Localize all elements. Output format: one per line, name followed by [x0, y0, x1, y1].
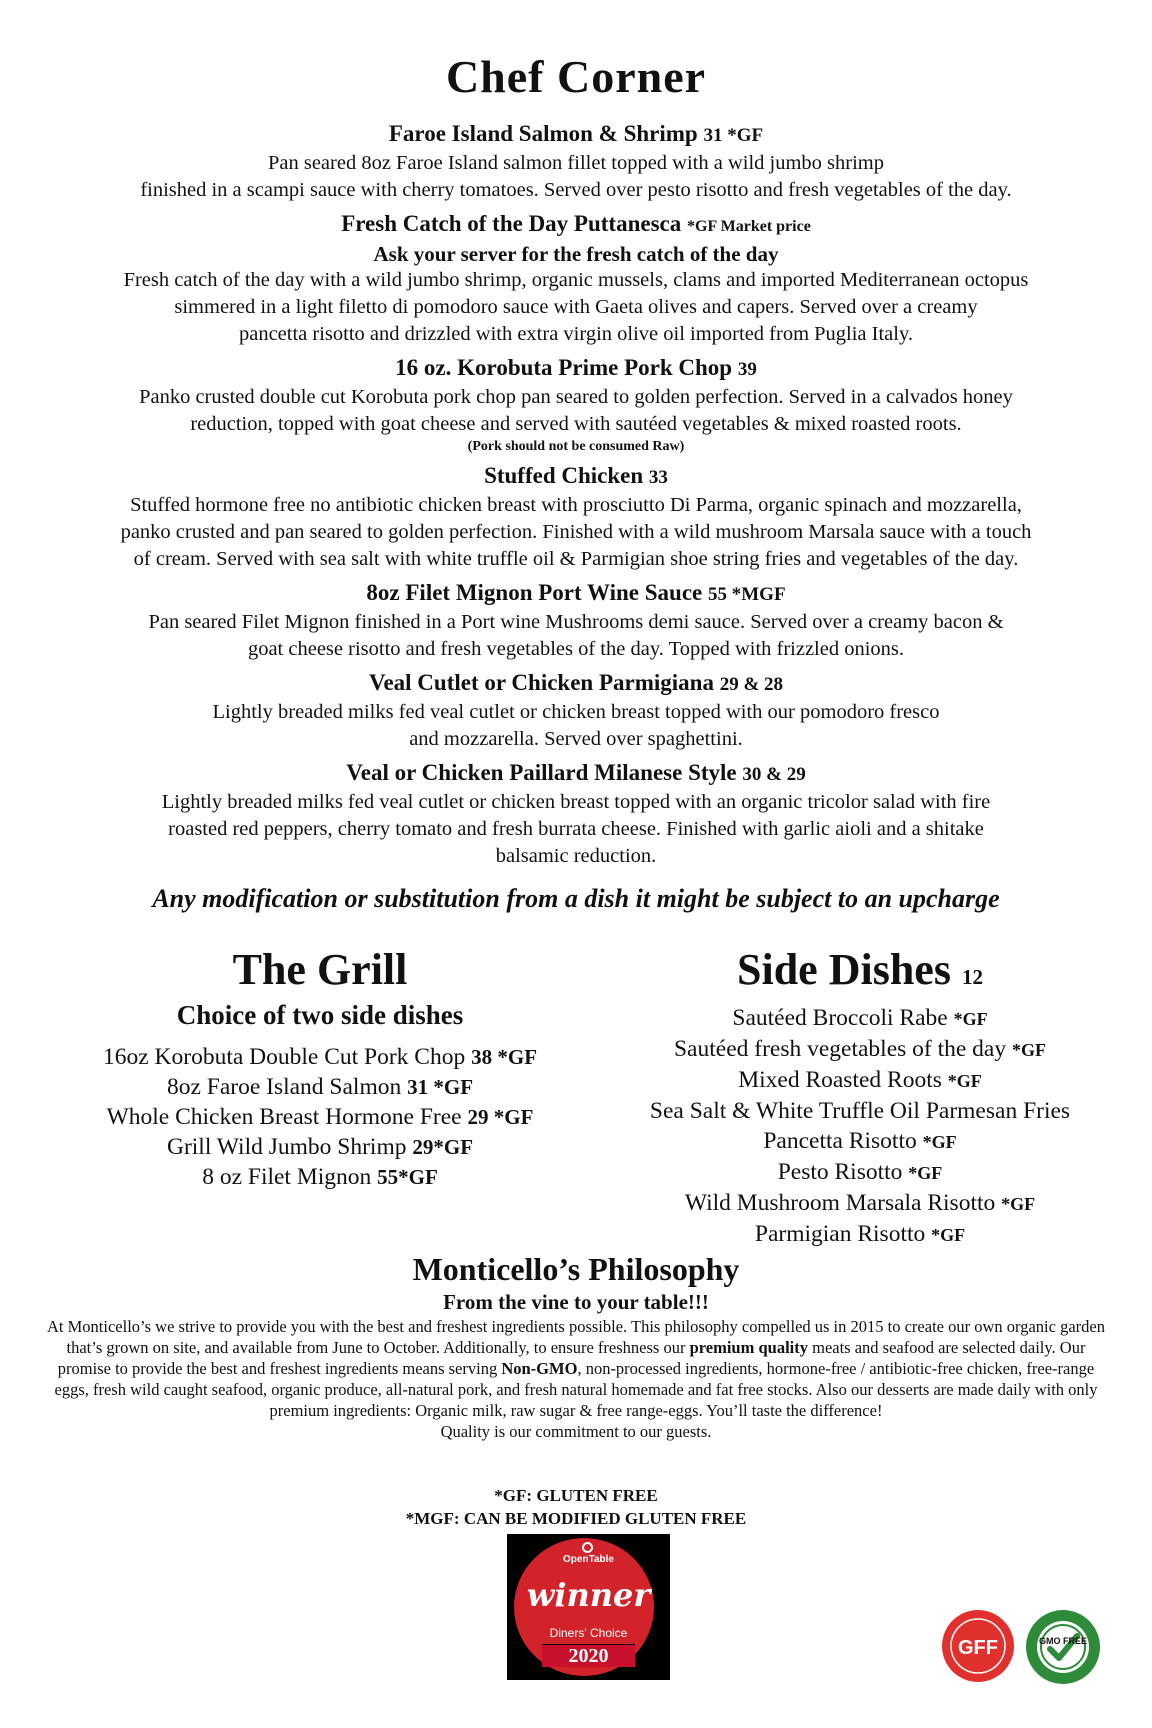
sides-title-text: Side Dishes [737, 945, 951, 994]
grill-item [40, 1102, 600, 1132]
dish-description: goat cheese risotto and fresh vegetables of the day. Topped with frizzled onions. [247, 638, 905, 660]
grill-item-price: 31 *GF [407, 1075, 474, 1099]
dish-name: Stuffed Chicken [484, 463, 644, 488]
legend-mgf: *MGF: CAN BE MODIFIED GLUTEN FREE [405, 1509, 747, 1528]
grill-item [40, 1042, 600, 1072]
side-item [600, 1126, 1120, 1157]
dish-description: finished in a scampi sauce with cherry tomatoes. Served over pesto risotto and fresh vegetables of the day. [140, 179, 1012, 201]
gff-text: GFF [958, 1637, 998, 1659]
dish-name: Fresh Catch of the Day Puttanesca [341, 211, 682, 236]
side-item-name: Mixed Roasted Roots [738, 1067, 942, 1093]
grill-item-name: 8oz Faroe Island Salmon [166, 1074, 402, 1100]
dish-name: 8oz Filet Mignon Port Wine Sauce [366, 580, 703, 605]
legend-gf: *GF: GLUTEN FREE [494, 1486, 658, 1505]
side-item-name: Sea Salt & White Truffle Oil Parmesan Fries [649, 1098, 1071, 1124]
grill-title: The Grill [232, 945, 408, 994]
dish-subtitle: Ask your server for the fresh catch of the day [373, 242, 779, 266]
dish-description: Lightly breaded milks fed veal cutlet or chicken breast topped with an organic tricolor salad with fire [161, 791, 991, 813]
dish-item [40, 210, 1112, 348]
badge-year: 2020 [542, 1644, 635, 1667]
grill-subtitle: Choice of two side dishes [176, 1000, 464, 1030]
dish-price: 29 & 28 [719, 674, 784, 695]
side-item-name: Sautéed Broccoli Rabe [732, 1005, 948, 1031]
side-item [600, 1034, 1120, 1065]
dish-description: reduction, topped with goat cheese and served with sautéed vegetables & mixed roasted roots. [190, 413, 962, 435]
philosophy-text: At Monticello’s we strive to provide you with the best and freshest ingredients possible. This philosophy compelled us in 2015 to create our own organic garden that’s grown on site, and available from June to October. Additionally, to ensure freshness our premium quality meats and seafood are selected daily. Our promise to provide the best and freshest ingredients means serving Non-GMO, non-processed ingredients, hormone-free / antibiotic-free chicken, free-range eggs, fresh wild caught seafood, organic produce, all-natural pork, and fresh natural homemade and fat free stocks. Also our desserts are made daily with only premium ingredients: Organic milk, raw sugar & free range-eggs. You’ll taste the difference! [47, 1317, 1105, 1420]
grill-item-name: 8 oz Filet Mignon [202, 1164, 372, 1190]
side-item-tag: *GF [953, 1009, 988, 1029]
side-dishes-section [600, 944, 1120, 1250]
dish-description: balsamic reduction. [495, 845, 657, 867]
dish-item [40, 354, 1112, 456]
dish-price: 30 & 29 [742, 764, 806, 785]
grill-item-name: Grill Wild Jumbo Shrimp [166, 1134, 407, 1160]
dish-price: *GF Market price [687, 218, 811, 235]
grill-item-price: 55*GF [377, 1165, 438, 1189]
dish-description: simmered in a light filetto di pomodoro sauce with Gaeta olives and capers. Served over a creamy [174, 296, 978, 318]
philosophy-subtitle: From the vine to your table!!! [443, 1290, 709, 1314]
dish-note: (Pork should not be consumed Raw) [467, 439, 685, 454]
grill-section [40, 944, 600, 1192]
opentable-winner-badge [507, 1534, 670, 1680]
sides-title [600, 944, 1120, 1003]
dish-price: 39 [737, 359, 757, 380]
grill-item-price: 29 *GF [467, 1105, 534, 1129]
side-item [600, 1219, 1120, 1250]
side-item-name: Sautéed fresh vegetables of the day [673, 1036, 1007, 1062]
gmo-free-icon [1024, 1608, 1102, 1686]
dish-description: Pan seared Filet Mignon finished in a Port wine Mushrooms demi sauce. Served over a creamy bacon & [148, 611, 1004, 633]
grill-item-name: Whole Chicken Breast Hormone Free [106, 1104, 462, 1130]
dish-description: Lightly breaded milks fed veal cutlet or chicken breast topped with our pomodoro fresco [212, 701, 940, 723]
badge-winner-word: winner [526, 1576, 651, 1614]
side-item-name: Pesto Risotto [777, 1159, 903, 1185]
side-item-name: Pancetta Risotto [763, 1128, 917, 1154]
dish-name: Veal Cutlet or Chicken Parmigiana [368, 670, 714, 695]
dish-item [40, 579, 1112, 663]
dish-name: Veal or Chicken Paillard Milanese Style [346, 760, 737, 785]
page-title: Chef Corner [445, 51, 707, 102]
grill-item-price: 29*GF [412, 1135, 474, 1159]
side-item [600, 1157, 1120, 1188]
dish-description: Fresh catch of the day with a wild jumbo shrimp, organic mussels, clams and imported Mediterranean octopus [123, 269, 1029, 291]
dish-description: and mozzarella. Served over spaghettini. [409, 728, 743, 750]
dish-description: roasted red peppers, cherry tomato and fresh burrata cheese. Finished with garlic aioli and a shitake [168, 818, 984, 840]
opentable-logo-icon [582, 1542, 593, 1553]
dish-price: 55 *MGF [708, 584, 786, 605]
side-item-name: Parmigian Risotto [754, 1221, 926, 1247]
dish-name: 16 oz. Korobuta Prime Pork Chop [395, 355, 733, 380]
dish-description: pancetta risotto and drizzled with extra virgin olive oil imported from Puglia Italy. [238, 323, 914, 345]
chef-corner-dishes [40, 120, 1112, 876]
dish-price: 31 *GF [703, 125, 764, 146]
side-item-tag: *GF [1012, 1040, 1046, 1060]
grill-item [40, 1132, 600, 1162]
grill-item [40, 1162, 600, 1192]
philosophy-section [40, 1250, 1112, 1442]
grill-item-price: 38 *GF [471, 1045, 538, 1069]
gluten-legend [0, 1484, 1152, 1530]
side-item [600, 1188, 1120, 1219]
upcharge-notice: Any modification or substitution from a dish it might be subject to an upcharge [152, 884, 1000, 913]
dish-item [40, 120, 1112, 204]
side-item-tag: *GF [922, 1132, 957, 1152]
side-item [600, 1065, 1120, 1096]
dish-item [40, 759, 1112, 870]
dish-description: of cream. Served with sea salt with white truffle oil & Parmigian shoe string fries and vegetables of the day. [133, 548, 1019, 570]
side-item-tag: *GF [908, 1163, 943, 1183]
side-item-tag: *GF [947, 1071, 982, 1091]
dish-description: Stuffed hormone free no antibiotic chicken breast with prosciutto Di Parma, organic spinach and mozzarella, [130, 494, 1022, 516]
side-item-tag: *GF [1001, 1194, 1036, 1214]
dish-price: 33 [648, 467, 668, 488]
gmo-text: GMO FREE [1038, 1636, 1088, 1646]
dish-item [40, 669, 1112, 753]
dish-item [40, 462, 1112, 573]
badge-brand: OpenTable [563, 1554, 614, 1565]
dish-description: panko crusted and pan seared to golden perfection. Finished with a wild mushroom Marsala sauce with a touch [120, 521, 1032, 543]
dish-description: Panko crusted double cut Korobuta pork chop pan seared to golden perfection. Served in a calvados honey [139, 386, 1013, 408]
side-item-tag: *GF [931, 1225, 966, 1245]
dish-name: Faroe Island Salmon & Shrimp [388, 121, 698, 146]
philosophy-quality: Quality is our commitment to our guests. [440, 1422, 712, 1441]
badge-choice: Diners' Choice [549, 1626, 628, 1640]
philosophy-title: Monticello’s Philosophy [412, 1251, 740, 1287]
sides-price: 12 [961, 965, 983, 989]
side-item [600, 1003, 1120, 1034]
grill-item [40, 1072, 600, 1102]
dish-description: Pan seared 8oz Faroe Island salmon fillet topped with a wild jumbo shrimp [267, 152, 885, 174]
side-item [600, 1096, 1120, 1126]
gluten-free-friendly-icon [940, 1608, 1016, 1684]
grill-item-name: 16oz Korobuta Double Cut Pork Chop [102, 1044, 466, 1070]
side-item-name: Wild Mushroom Marsala Risotto [684, 1190, 996, 1216]
